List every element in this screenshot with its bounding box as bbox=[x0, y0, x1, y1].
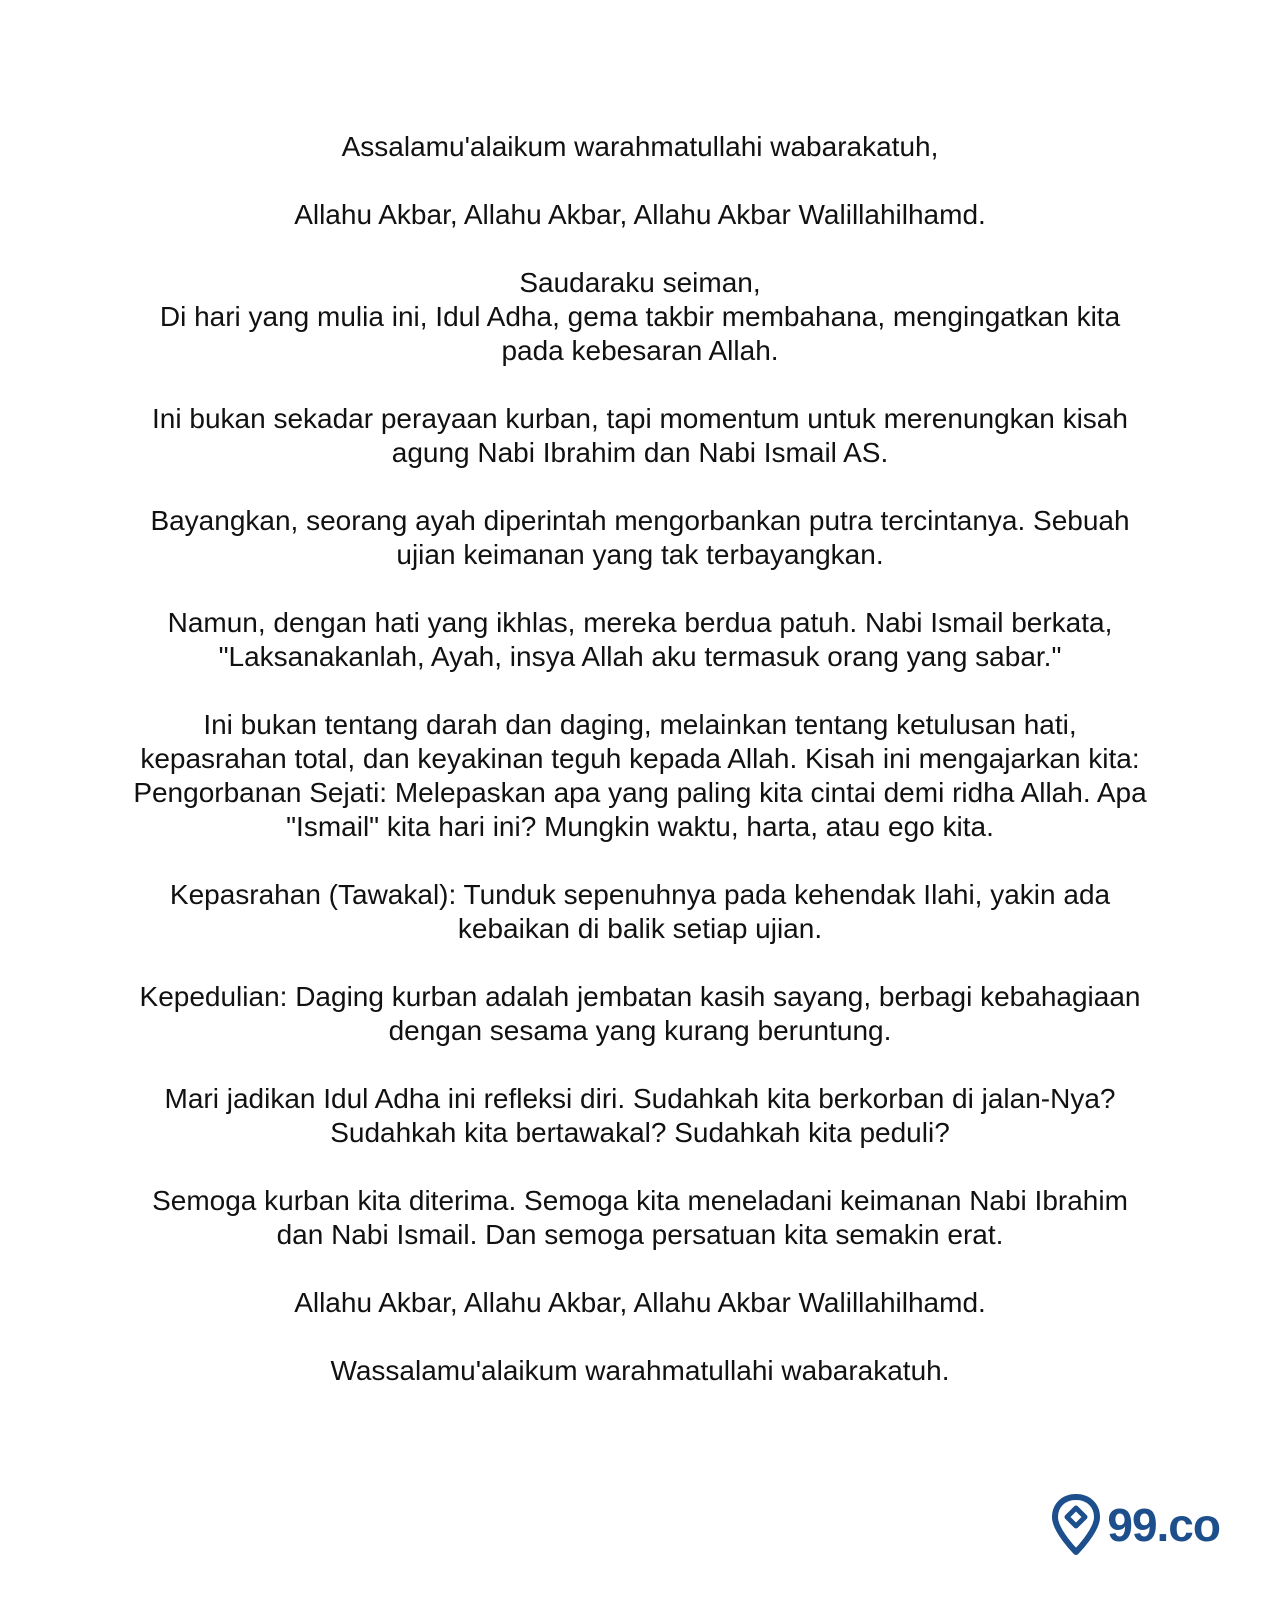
takbir-opening: Allahu Akbar, Allahu Akbar, Allahu Akbar Walillahilhamd. bbox=[294, 199, 986, 230]
paragraph-prayer: Semoga kurban kita diterima. Semoga kita meneladani keimanan Nabi Ibrahim dan Nabi Ismail. Dan semoga persatuan kita semakin erat. bbox=[152, 1185, 1128, 1250]
paragraph-lesson: Ini bukan tentang darah dan daging, melainkan tentang ketulusan hati, kepasrahan total, dan keyakinan teguh kepada Allah. Kisah ini mengajarkan kita: bbox=[140, 709, 1140, 774]
location-pin-icon bbox=[1051, 1494, 1101, 1556]
paragraph-intro: Di hari yang mulia ini, Idul Adha, gema takbir membahana, mengingatkan kita pada kebesaran Allah. bbox=[159, 301, 1121, 366]
greeting-opening: Assalamu'alaikum warahmatullahi wabarakatuh, bbox=[341, 131, 939, 162]
salutation: Saudaraku seiman, bbox=[519, 267, 761, 298]
document-body bbox=[130, 130, 1150, 1422]
point-sacrifice: Pengorbanan Sejati: Melepaskan apa yang paling kita cintai demi ridha Allah. Apa "Ismail" kita hari ini? Mungkin waktu, harta, atau ego kita. bbox=[133, 777, 1147, 842]
paragraph-obedience: Namun, dengan hati yang ikhlas, mereka berdua patuh. Nabi Ismail berkata, "Laksanakanlah, Ayah, insya Allah aku termasuk orang yang sabar." bbox=[167, 607, 1113, 672]
paragraph-imagine: Bayangkan, seorang ayah diperintah mengorbankan putra tercintanya. Sebuah ujian keimanan yang tak terbayangkan. bbox=[150, 505, 1130, 570]
point-care: Kepedulian: Daging kurban adalah jembatan kasih sayang, berbagi kebahagiaan dengan sesama yang kurang beruntung. bbox=[139, 981, 1141, 1046]
brand-logo bbox=[1051, 1490, 1220, 1560]
paragraph-momentum: Ini bukan sekadar perayaan kurban, tapi momentum untuk merenungkan kisah agung Nabi Ibrahim dan Nabi Ismail AS. bbox=[152, 403, 1128, 468]
takbir-closing: Allahu Akbar, Allahu Akbar, Allahu Akbar Walillahilhamd. bbox=[294, 1287, 986, 1318]
paragraph-reflection: Mari jadikan Idul Adha ini refleksi diri. Sudahkah kita berkorban di jalan-Nya? Sudahkah kita bertawakal? Sudahkah kita peduli? bbox=[164, 1083, 1116, 1148]
brand-name: 99.co bbox=[1107, 1499, 1220, 1551]
greeting-closing: Wassalamu'alaikum warahmatullahi wabarakatuh. bbox=[330, 1355, 950, 1386]
point-tawakal: Kepasrahan (Tawakal): Tunduk sepenuhnya pada kehendak Ilahi, yakin ada kebaikan di balik setiap ujian. bbox=[169, 879, 1111, 944]
